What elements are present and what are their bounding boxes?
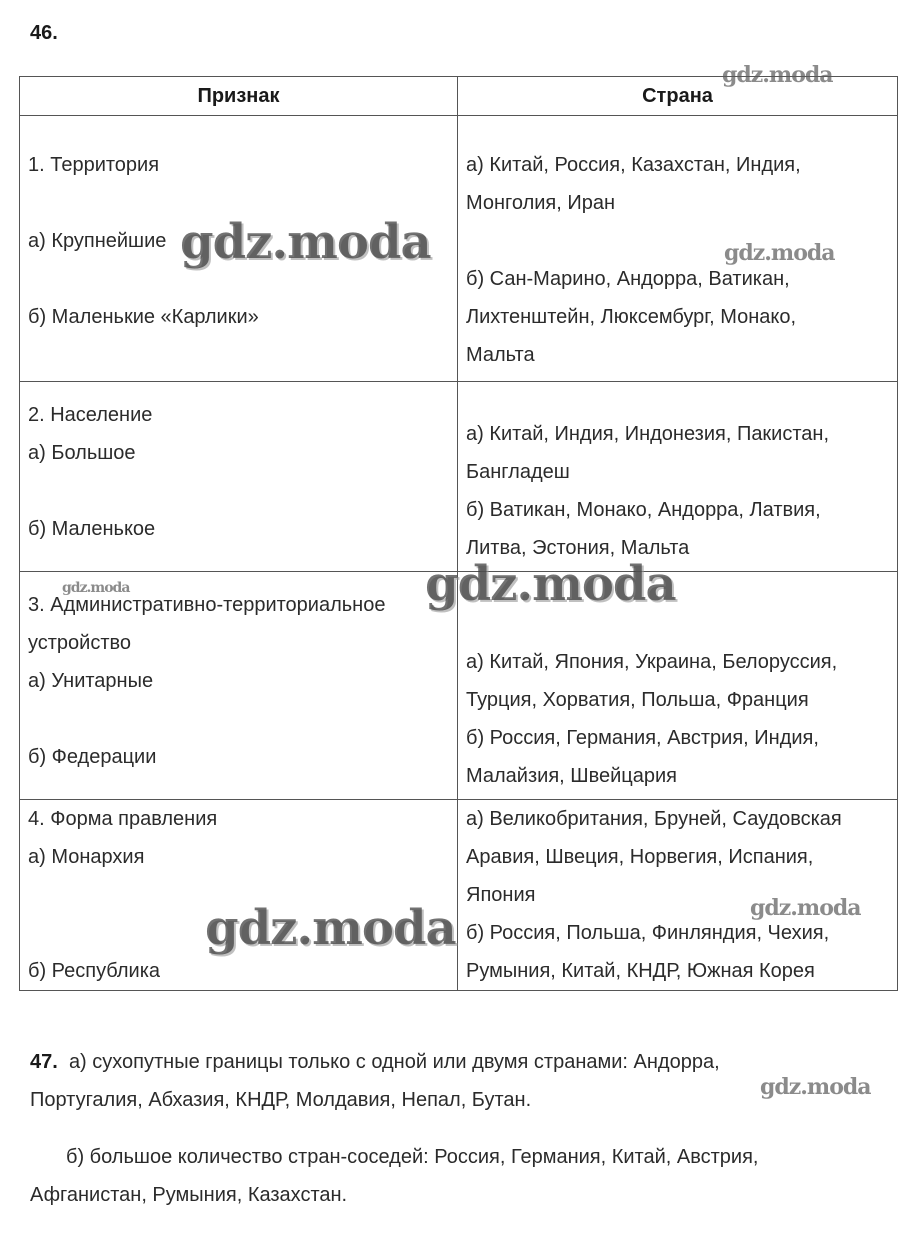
task-47-number: 47. (30, 1051, 58, 1073)
feature-line: б) Федерации (28, 746, 157, 768)
header-country: Страна (458, 77, 898, 116)
country-line: Монголия, Иран (466, 192, 616, 214)
table-row (20, 572, 898, 800)
country-line: Малайзия, Швейцария (466, 765, 677, 787)
country-line: а) Китай, Япония, Украина, Белоруссия, (466, 651, 838, 673)
country-line: Румыния, Китай, КНДР, Южная Корея (466, 960, 815, 982)
task-47-a-line-2: Португалия, Абхазия, КНДР, Молдавия, Непал, Бутан. (30, 1089, 532, 1111)
feature-line: а) Крупнейшие (28, 230, 167, 252)
country-line: а) Китай, Россия, Казахстан, Индия, (466, 154, 801, 176)
feature-cell (20, 572, 458, 800)
country-line: б) Ватикан, Монако, Андорра, Латвия, (466, 499, 821, 521)
task-46-number: 46. (30, 22, 58, 44)
task-47-part-a (30, 1043, 880, 1119)
country-cell (458, 116, 898, 382)
feature-line: 4. Форма правления (28, 808, 218, 830)
feature-cell (20, 116, 458, 382)
feature-line: 3. Административно-территориальное (28, 594, 386, 616)
feature-cell (20, 800, 458, 991)
table-header-row (20, 77, 898, 116)
table-row (20, 382, 898, 572)
watermark: gdz.moda (205, 900, 456, 956)
country-cell (458, 382, 898, 572)
watermark: gdz.moda (750, 895, 861, 921)
country-line: Лихтенштейн, Люксембург, Монако, (466, 306, 797, 328)
feature-line: б) Маленькое (28, 518, 156, 540)
header-feature: Признак (20, 77, 458, 116)
feature-line: 1. Территория (28, 154, 160, 176)
watermark: gdz.moda (62, 580, 130, 596)
feature-line: 2. Население (28, 404, 153, 426)
country-line: а) Китай, Индия, Индонезия, Пакистан, (466, 423, 830, 445)
task-47-b-line-2: Афганистан, Румыния, Казахстан. (30, 1184, 348, 1206)
feature-line: устройство (28, 632, 132, 654)
table-row (20, 800, 898, 991)
feature-line: а) Большое (28, 442, 136, 464)
country-line: б) Сан-Марино, Андорра, Ватикан, (466, 268, 790, 290)
task-47-part-b (30, 1138, 880, 1214)
feature-line: а) Монархия (28, 846, 145, 868)
answer-table (19, 76, 898, 991)
country-line: Турция, Хорватия, Польша, Франция (466, 689, 809, 711)
country-line: Литва, Эстония, Мальта (466, 537, 690, 559)
feature-line: а) Унитарные (28, 670, 154, 692)
country-cell (458, 572, 898, 800)
country-line: Мальта (466, 344, 535, 366)
feature-line: б) Маленькие «Карлики» (28, 306, 259, 328)
feature-line: б) Республика (28, 960, 161, 982)
country-line: а) Великобритания, Бруней, Саудовская (466, 808, 842, 830)
country-line: Бангладеш (466, 461, 570, 483)
feature-cell (20, 382, 458, 572)
watermark: gdz.moda (724, 240, 835, 266)
watermark: gdz.moda (425, 556, 676, 612)
watermark: gdz.moda (722, 62, 833, 88)
country-line: Аравия, Швеция, Норвегия, Испания, (466, 846, 814, 868)
watermark: gdz.moda (180, 214, 431, 270)
table-row (20, 116, 898, 382)
country-line: Япония (466, 884, 536, 906)
task-47-b-line-1: б) большое количество стран-соседей: Россия, Германия, Китай, Австрия, (66, 1146, 759, 1168)
watermark: gdz.moda (760, 1074, 871, 1100)
task-47-a-line-1: а) сухопутные границы только с одной или двумя странами: Андорра, (68, 1051, 720, 1073)
country-line: б) Россия, Германия, Австрия, Индия, (466, 727, 819, 749)
country-line: б) Россия, Польша, Финляндия, Чехия, (466, 922, 830, 944)
country-cell (458, 800, 898, 991)
